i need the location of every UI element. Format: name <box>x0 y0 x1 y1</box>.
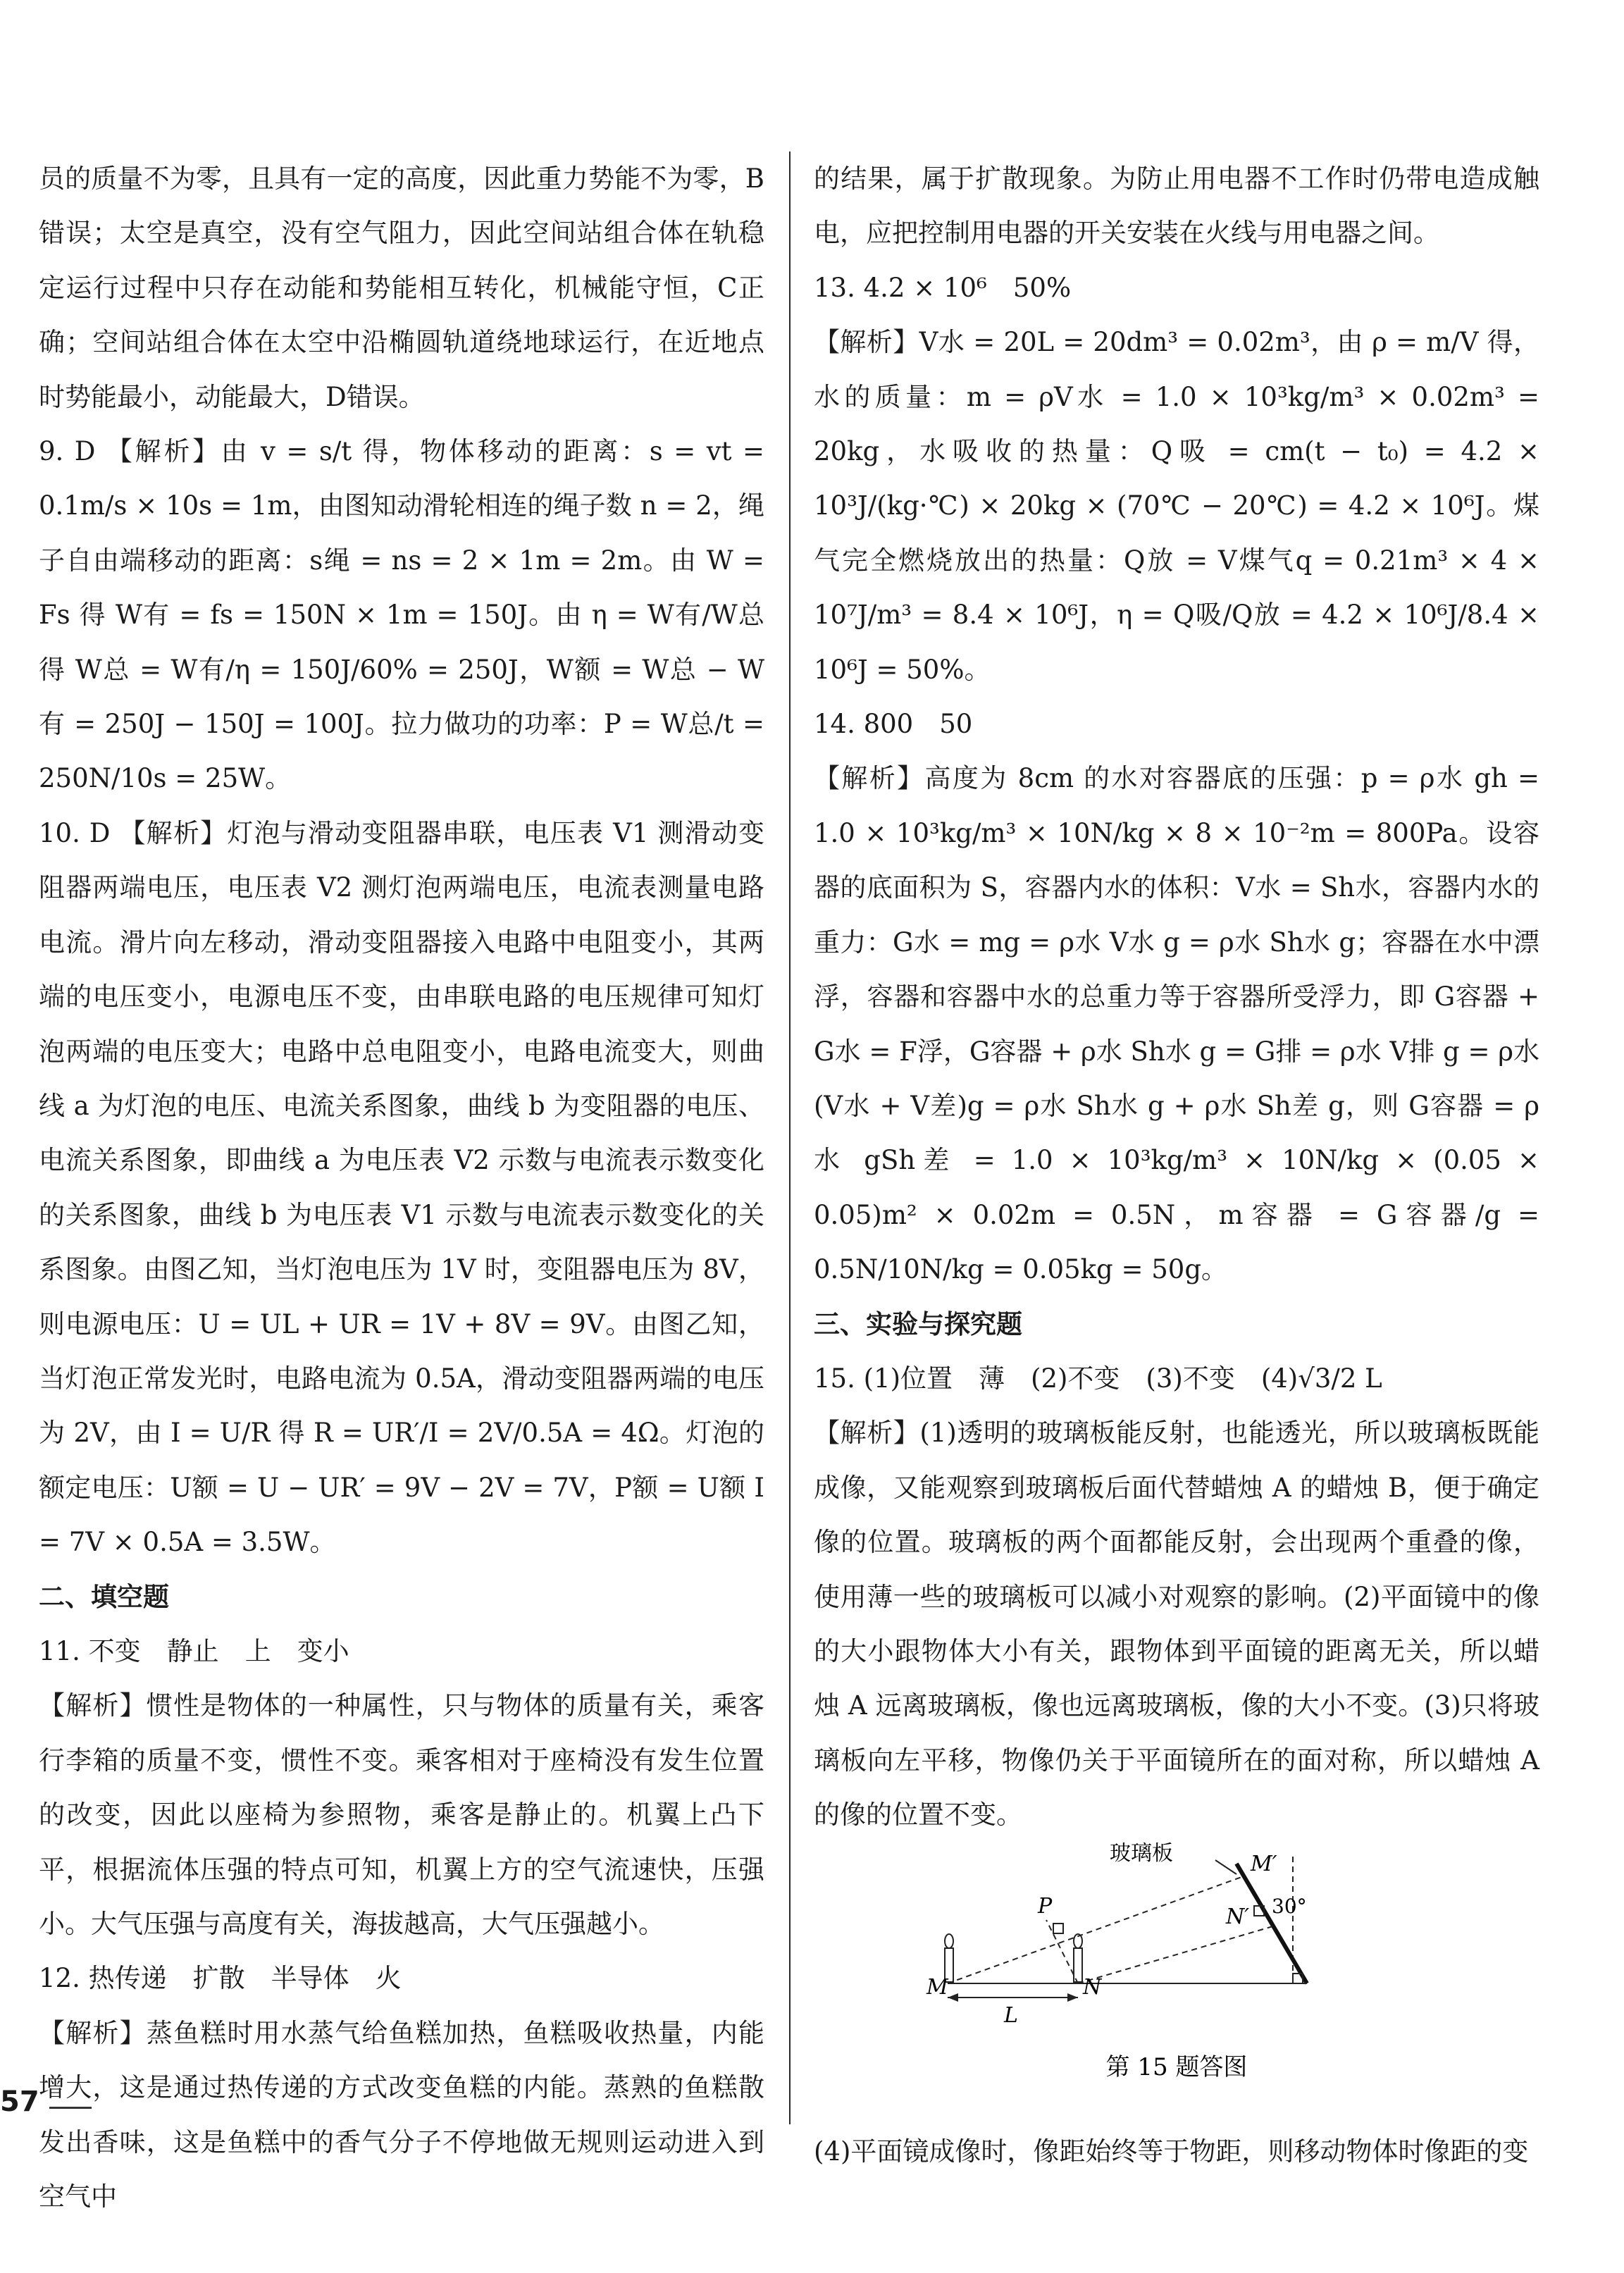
analysis-14: 【解析】高度为 8cm 的水对容器底的压强：p = ρ水 gh = 1.0 × 10³kg/m³ × 10N/kg × 8 × 10⁻²m = 800Pa。设容器的底面积为 S，容器内水的体积：V水 = Sh水，容器内水的重力：G水 = mg = ρ水 V水 g = ρ水 Sh水 g；容器在水中漂浮，容器和容器中水的总重力等于容器所受浮力，即 G容器 + G水 = F浮，G容器 + ρ水 Sh水 g = G排 = ρ水 V排 g = ρ水(V水 + V差)g = ρ水 Sh水 g + ρ水 Sh差 g，则 G容器 = ρ水 gSh差 = 1.0 × 10³kg/m³ × 10N/kg × (0.05 × 0.05)m² × 0.02m = 0.5N，m容器 = G容器/g = 0.5N/10N/kg = 0.05kg = 50g。 <box>814 763 1539 1285</box>
candle-flame-icon <box>945 1934 953 1948</box>
column-divider <box>789 151 791 2124</box>
label-N-prime: N′ <box>1226 1904 1250 1929</box>
label-M-prime: M′ <box>1251 1851 1277 1876</box>
answer-15: 15. (1)位置 薄 (2)不变 (3)不变 (4)√3/2 L <box>814 1363 1382 1394</box>
analysis-11: 【解析】惯性是物体的一种属性，只与物体的质量有关，乘客行李箱的质量不变，惯性不变。乘客相对于座椅没有发生位置的改变，因此以座椅为参照物，乘客是静止的。机翼上凸下平，根据流体压强的特点可知，机翼上方的空气流速快，压强小。大气压强与高度有关，海拔越高，大气压强越小。 <box>39 1690 764 1939</box>
label-L: L <box>1004 2002 1018 2028</box>
section-heading-fill-in: 二、填空题 <box>39 1581 169 1612</box>
right-column <box>814 151 1539 2179</box>
dashed-line-M-Mprime <box>948 1876 1244 1983</box>
arrow-right-icon <box>1067 1993 1078 2002</box>
glass-label-pointer <box>1215 1860 1236 1874</box>
section-heading-experiment: 三、实验与探究题 <box>814 1308 1022 1339</box>
answer-13: 13. 4.2 × 10⁶ 50% <box>814 272 1072 303</box>
page-number: 57 <box>0 2086 39 2118</box>
answer-14: 14. 800 50 <box>814 709 973 740</box>
paragraph: 的结果，属于扩散现象。为防止用电器不工作时仍带电造成触电，应把控制用电器的开关安装在火线与用电器之间。 <box>814 163 1539 249</box>
paragraph: 员的质量不为零，且具有一定的高度，因此重力势能不为零，B错误；太空是真空，没有空气阻力，因此空间站组合体在轨稳定运行过程中只存在动能和势能相互转化，机械能守恒，C正确；空间站组合体在太空中沿椭圆轨道绕地球运行，在近地点时势能最小，动能最大，D错误。 <box>39 163 764 412</box>
page-number-rule <box>49 2107 92 2109</box>
angle-label: 30° <box>1272 1894 1307 1918</box>
mirror-diagram <box>814 1842 1539 2124</box>
left-column <box>39 151 764 2224</box>
answer-11: 11. 不变 静止 上 变小 <box>39 1635 349 1666</box>
analysis-15-continued: (4)平面镜成像时，像距始终等于物距，则移动物体时像距的变 <box>814 2136 1529 2167</box>
answer-9: 9. D 【解析】由 v = s/t 得，物体移动的距离：s = vt = 0.1m/s × 10s = 1m，由图知动滑轮相连的绳子数 n = 2，绳子自由端移动的距离：s绳 = ns = 2 × 1m = 2m。由 W = Fs 得 W有 = fs = 150N × 1m = 150J。由 η = W有/W总 得 W总 = W有/η = 150J/60% = 250J，W额 = W总 − W有 = 250J − 150J = 100J。拉力做功的功率：P = W总/t = 250N/10s = 25W。 <box>39 436 764 794</box>
candle-B-icon <box>1074 1948 1082 1982</box>
analysis-13: 【解析】V水 = 20L = 20dm³ = 0.02m³，由 ρ = m/V 得，水的质量：m = ρV水 = 1.0 × 10³kg/m³ × 0.02m³ = 20kg，水吸收的热量：Q吸 = cm(t − t₀) = 4.2 × 10³J/(kg·℃) × 20kg × (70℃ − 20℃) = 4.2 × 10⁶J。煤气完全燃烧放出的热量：Q放 = V煤气q = 0.21m³ × 4 × 10⁷J/m³ = 8.4 × 10⁶J，η = Q吸/Q放 = 4.2 × 10⁶J/8.4 × 10⁶J = 50%。 <box>814 327 1539 685</box>
analysis-12: 【解析】蒸鱼糕时用水蒸气给鱼糕加热，鱼糕吸收热量，内能增大，这是通过热传递的方式改变鱼糕的内能。蒸熟的鱼糕散发出香味，这是鱼糕中的香气分子不停地做无规则运动进入到空气中 <box>39 2017 764 2212</box>
label-P: P <box>1038 1893 1053 1919</box>
answer-12: 12. 热传递 扩散 半导体 火 <box>39 1963 402 1994</box>
analysis-15: 【解析】(1)透明的玻璃板能反射，也能透光，所以玻璃板既能成像，又能观察到玻璃板后面代替蜡烛 A 的蜡烛 B，便于确定像的位置。玻璃板的两个面都能反射，会出现两个重叠的像，使用薄一些的玻璃板可以减小对观察的影响。(2)平面镜中的像的大小跟物体大小有关，跟物体到平面镜的距离无关，所以蜡烛 A 远离玻璃板，像也远离玻璃板，像的大小不变。(3)只将玻璃板向左平移，物像仍关于平面镜所在的面对称，所以蜡烛 A 的像的位置不变。 <box>814 1418 1539 1831</box>
label-M: M <box>926 1974 948 2000</box>
glass-plate-label: 玻璃板 <box>1110 1842 1173 1866</box>
label-N: N <box>1083 1974 1102 2000</box>
figure-15 <box>814 1842 1539 2124</box>
figure-caption: 第 15 题答图 <box>1105 2052 1248 2081</box>
arrow-left-icon <box>948 1993 958 2002</box>
right-angle-mark-icon <box>1053 1924 1063 1933</box>
answer-10: 10. D 【解析】灯泡与滑动变阻器串联，电压表 V1 测滑动变阻器两端电压，电压表 V2 测灯泡两端电压，电流表测量电路电流。滑片向左移动，滑动变阻器接入电路中电阻变小，其两端的电压变小，电源电压不变，由串联电路的电压规律可知灯泡两端的电压变大；电路中总电阻变小，电路电流变大，则曲线 a 为灯泡的电压、电流关系图象，曲线 b 为变阻器的电压、电流关系图象，即曲线 a 为电压表 V2 示数与电流表示数变化的关系图象，曲线 b 为电压表 V1 示数与电流表示数变化的关系图象。由图乙知，当灯泡电压为 1V 时，变阻器电压为 8V，则电源电压：U = UL + UR = 1V + 8V = 9V。由图乙知，当灯泡正常发光时，电路电流为 0.5A，滑动变阻器两端的电压为 2V，由 I = U/R 得 R = UR′/I = 2V/0.5A = 4Ω。灯泡的额定电压：U额 = U − UR′ = 9V − 2V = 7V，P额 = U额 I = 7V × 0.5A = 3.5W。 <box>39 817 764 1558</box>
dashed-line-N-Nprime <box>1078 1926 1275 1983</box>
